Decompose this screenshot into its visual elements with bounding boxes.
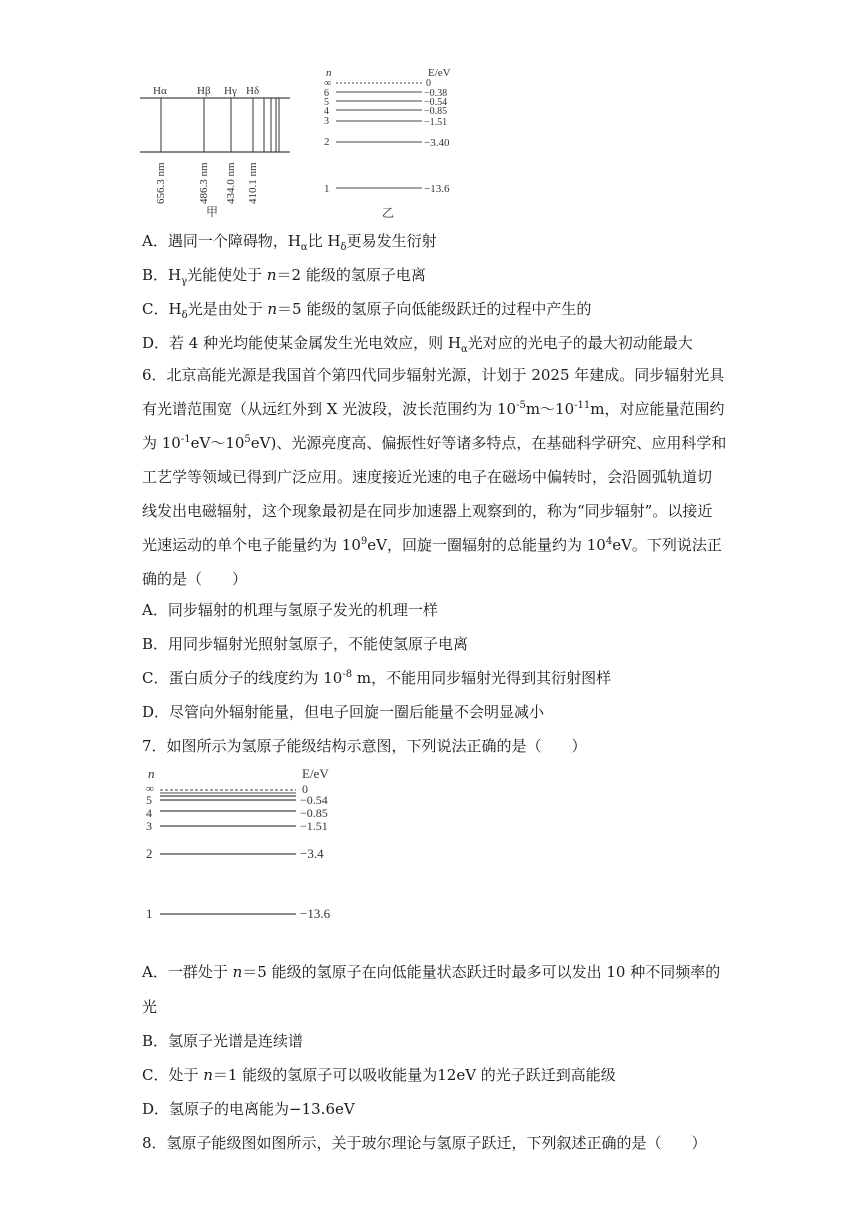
q6-stem: 6．北京高能光源是我国首个第四代同步辐射光源，计划于 2025 年建成。同步辐射光具 有光谱范围宽（从远红外到 X 光波段，波长范围约为 $10^{-5}m\sim 10^{-11}m$，对应能量范围约 为 $10^{-1}eV\sim 10^5eV$)、光源亮度高、偏振性好等诸多特点，在基础科学研究、应用科学和 工艺学等领域已得到广泛应用。速度接近光速的电子在磁场中偏转时，会沿圆弧轨道切 线发出电磁辐射，这个现象最初是在同步加速器上观察到的，称为“同步辐射”。以接近 光速运动的单个电子能量约为 $10^9eV$，回旋一圈辐射的总能量约为 $10^4eV$。下列说法正 确的是（ ） (142, 366, 727, 588)
caption-jia: 甲 (206, 205, 219, 219)
q6-option-d: D．尽管向外辐射能量，但电子回旋一圈后能量不会明显减小 (142, 703, 545, 721)
level-e-5: −0.54 (300, 793, 328, 807)
q6-option-b: B．用同步辐射光照射氢原子，不能使氢原子电离 (142, 635, 469, 653)
level-n-4: 4 (324, 106, 329, 117)
e-header: E/eV (428, 67, 451, 79)
q7-option-c: C．处于 n＝1 能级的氢原子可以吸收能量为12eV 的光子跃迁到高能级 (142, 1066, 616, 1084)
n-header: n (326, 67, 332, 79)
level-e-6: −0.38 (424, 88, 448, 99)
spectrum-figure (140, 78, 300, 220)
level-e-5: −0.54 (424, 97, 448, 108)
level-e-1: −13.6 (424, 183, 450, 195)
q6-option-a: A．同步辐射的机理与氢原子发光的机理一样 (142, 601, 438, 619)
level-n-2: 2 (324, 136, 330, 148)
level-n-5: 5 (324, 97, 329, 108)
level-e-inf: 0 (302, 782, 308, 796)
wavelength-h-beta: 486.3 nm (198, 162, 210, 204)
q5-option-a: A．遇同一个障碍物，$H_\alpha$比 $H_\delta$更易发生衍射 (142, 232, 437, 253)
level-n-2: 2 (146, 846, 153, 861)
level-n-6: 6 (324, 88, 329, 99)
q7-option-a-line1: A．一群处于 n＝5 能级的氢原子在向低能量状态跃迁时最多可以发出 10 种不同频率的 (142, 963, 721, 981)
wavelength-h-gamma: 434.0 nm (225, 162, 237, 204)
wavelength-h-alpha: 656.3 nm (155, 162, 167, 204)
level-n-inf: ∞ (146, 783, 154, 795)
q7-option-a-line2: 光 (142, 998, 158, 1016)
level-n-3: 3 (146, 819, 152, 833)
q7-option-d: D．氢原子的电离能为−13.6eV (142, 1100, 355, 1118)
n-header: n (148, 766, 155, 781)
e-header: E/eV (302, 766, 329, 781)
level-e-3: −1.51 (424, 117, 448, 128)
q5-option-d: D．若 4 种光均能使某金属发生光电效应，则 $H_\alpha$光对应的光电子的最大初动能最大 (142, 334, 693, 355)
level-e-4: −0.85 (424, 106, 448, 117)
q5-option-c: C．$H_\delta$光是由处于 n＝5 能级的氢原子向低能级跃迁的过程中产生的 (142, 300, 592, 321)
level-n-1: 1 (324, 183, 330, 195)
energy-level-figure-2 (140, 762, 360, 924)
q7-stem: 7．如图所示为氢原子能级结构示意图，下列说法正确的是（ ） (142, 737, 587, 755)
energy-level-figure-1 (316, 64, 466, 220)
line-label-h-delta: Hδ (246, 85, 260, 97)
q6-option-c: C．蛋白质分子的线度约为 $10^{-8}$ m，不能用同步辐射光得到其衍射图样 (142, 669, 612, 687)
level-n-4: 4 (146, 806, 152, 820)
q5-option-b: B．$H_\gamma$光能使处于 n＝2 能级的氢原子电离 (142, 266, 426, 287)
wavelength-h-delta: 410.1 nm (247, 162, 259, 204)
level-e-4: −0.85 (300, 806, 328, 820)
q7-option-b: B．氢原子光谱是连续谱 (142, 1032, 304, 1050)
line-label-h-alpha: Hα (153, 85, 167, 97)
level-e-2: −3.4 (300, 846, 324, 861)
level-e-3: −1.51 (300, 819, 328, 833)
line-label-h-gamma: Hγ (224, 85, 237, 97)
level-e-inf: 0 (426, 78, 431, 89)
level-n-5: 5 (146, 793, 152, 807)
level-n-inf: ∞ (324, 78, 332, 89)
caption-yi: 乙 (382, 206, 395, 220)
q8-stem: 8．氢原子能级图如图所示，关于玻尔理论与氢原子跃迁，下列叙述正确的是（ ） (142, 1134, 707, 1152)
level-e-1: −13.6 (300, 906, 331, 921)
level-n-3: 3 (324, 116, 329, 127)
level-n-1: 1 (146, 906, 153, 921)
level-e-2: −3.40 (424, 137, 450, 149)
line-label-h-beta: Hβ (197, 85, 211, 97)
